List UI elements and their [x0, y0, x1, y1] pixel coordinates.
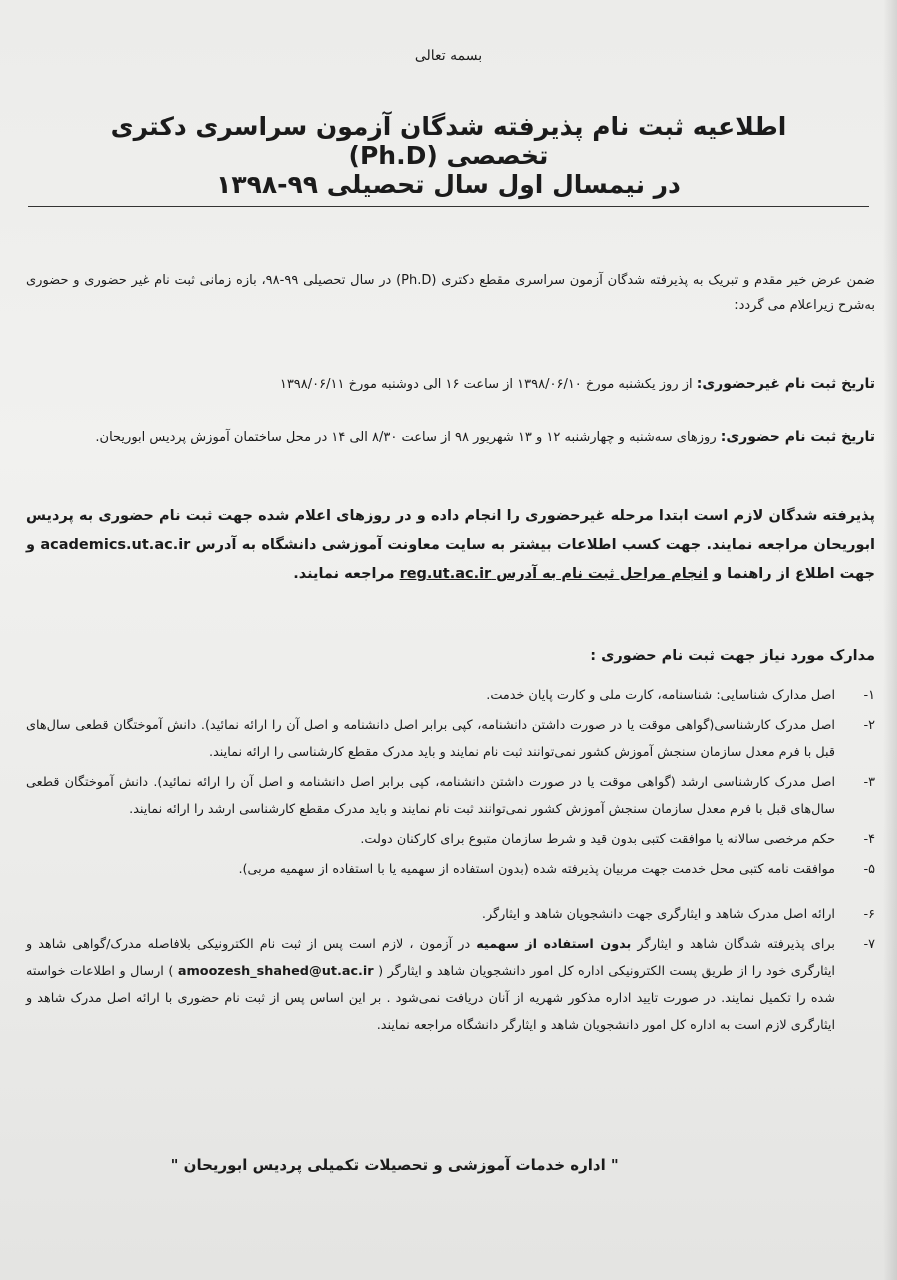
remote-registration-text: از روز یکشنبه مورخ ۱۳۹۸/۰۶/۱۰ از ساعت ۱۶ الی دوشنبه مورخ ۱۳۹۸/۰۶/۱۱: [279, 377, 697, 392]
list-item-number: ۱-: [863, 688, 875, 703]
inperson-registration-label: تاریخ ثبت نام حضوری:: [720, 429, 875, 445]
list-item-number: ۳-: [863, 775, 875, 790]
list-item: [26, 856, 875, 883]
list-item-number: ۶-: [863, 907, 875, 922]
page-edge-shadow: [883, 0, 897, 1280]
registration-dates: [26, 372, 875, 478]
office-signature: " اداره خدمات آموزشی و تحصیلات تکمیلی پردیس ابوریحان ": [170, 1156, 619, 1174]
announcement-subtitle: در نیمسال اول سال تحصیلی ۹۹-۱۳۹۸: [216, 170, 681, 199]
notice-text-3: مراجعه نمایند.: [293, 566, 400, 582]
inperson-registration-text: روزهای سه‌شنبه و چهارشنبه ۱۲ و ۱۳ شهریور ۹۸ از ساعت ۸/۳۰ الی ۱۴ در محل ساختمان آموزش پردیس ابوریحان.: [95, 430, 721, 445]
list-item: [26, 769, 875, 823]
list-item: [26, 931, 875, 1039]
list-item-text: اصل مدرک کارشناسی(گواهی موقت یا در صورت داشتن دانشنامه، کپی برابر اصل دانشنامه و اصل آن را ارائه نمائید). دانش آموختگان قطعی سال‌های قبل با فرم معدل سازمان سنجش آموزش کشور نمی‌توانند ثبت نام نمایند و باید مدرک مقطع کارشناسی را ارائه نمایند.: [26, 718, 835, 760]
title-divider: [28, 206, 869, 207]
item-7-text-1: برای پذیرفته شدگان شاهد و ایثارگر: [631, 937, 835, 952]
notice-text-2: و جهت اطلاع از راهنما و: [26, 537, 875, 582]
announcement-title: اطلاعیه ثبت نام پذیرفته شدگان آزمون سراسری دکتری تخصصی (Ph.D): [110, 112, 787, 170]
notice-paragraph: [26, 502, 875, 589]
list-item-number: ۷-: [863, 937, 875, 952]
list-item: [26, 901, 875, 928]
inperson-registration-date: [26, 425, 875, 450]
shahed-email-link[interactable]: amoozesh_shahed@ut.ac.ir: [177, 964, 374, 979]
reg-site-link[interactable]: انجام مراحل ثبت نام به آدرس reg.ut.ac.ir: [399, 566, 709, 582]
required-documents-heading: مدارک مورد نیاز جهت ثبت نام حضوری :: [590, 648, 875, 664]
list-item: [26, 712, 875, 766]
basmala-heading: بسمه تعالی: [414, 48, 483, 64]
required-documents-list: [26, 682, 875, 1042]
item-7-text-3: ) ارسال و اطلاعات خواسته شده را تکمیل نمایند. در صورت تایید اداره مذکور شهریه از آنان دریافت نمی‌شود . بر این اساس پس از ثبت نام حضوری با ارائه اصل مدرک شاهد و ایثارگری لازم است به اداره کل امور دانشجویان شاهد و ایثارگر دانشگاه مراجعه نمایند.: [26, 964, 835, 1033]
item-7-text-2: در آزمون ، لازم است پس از ثبت نام الکترونیکی بلافاصله مدرک/گواهی شاهد و ایثارگری خود را از طریق پست الکترونیکی اداره کل امور دانشجویان شاهد و ایثارگر (: [26, 937, 835, 979]
item-7-bold-text: بدون استفاده از سهمیه: [476, 937, 632, 952]
remote-registration-date: [26, 372, 875, 397]
notice-text-1: پذیرفته شدگان لازم است ابتدا مرحله غیرحضوری را انجام داده و در روزهای اعلام شده جهت ثبت نام حضوری به پردیس ابوریحان مراجعه نمایند. جهت کسب اطلاعات بیشتر به سایت معاونت آموزشی دانشگاه به آدرس: [26, 508, 875, 553]
list-item-text: ارائه اصل مدرک شاهد و ایثارگری جهت دانشجویان شاهد و ایثارگر.: [481, 907, 835, 922]
academics-site-link[interactable]: academics.ut.ac.ir: [40, 537, 191, 553]
list-item-text: اصل مدرک کارشناسی ارشد (گواهی موقت یا در صورت داشتن دانشنامه، کپی برابر اصل دانشنامه و اصل آن را ارائه نمائید). دانش آموختگان قطعی سال‌های قبل با فرم معدل سازمان سنجش آموزش کشور نمی‌توانند ثبت نام نمایند و باید مدرک مقطع کارشناسی ارشد را ارائه نمایند.: [26, 775, 835, 817]
list-item: [26, 826, 875, 853]
list-item-number: ۴-: [863, 832, 875, 847]
list-item-number: ۲-: [863, 718, 875, 733]
list-item-text: حکم مرخصی سالانه یا موافقت کتبی بدون قید و شرط سازمان متبوع برای کارکنان دولت.: [360, 832, 835, 847]
list-item-text: موافقت نامه کتبی محل خدمت جهت مربیان پذیرفته شده (بدون استفاده از سهمیه یا با استفاده از سهمیه مربی).: [238, 862, 835, 877]
list-item-number: ۵-: [863, 862, 875, 877]
remote-registration-label: تاریخ ثبت نام غیرحضوری:: [696, 376, 875, 392]
intro-paragraph: ضمن عرض خیر مقدم و تبریک به پذیرفته شدگان آزمون سراسری مقطع دکتری (Ph.D) در سال تحصیلی ۹۹-۹۸، بازه زمانی ثبت نام غیر حضوری و حضوری به‌شرح زیراعلام می گردد:: [26, 273, 875, 313]
list-item: [26, 682, 875, 709]
list-item-text: اصل مدارک شناسایی: شناسنامه، کارت ملی و کارت پایان خدمت.: [486, 688, 835, 703]
